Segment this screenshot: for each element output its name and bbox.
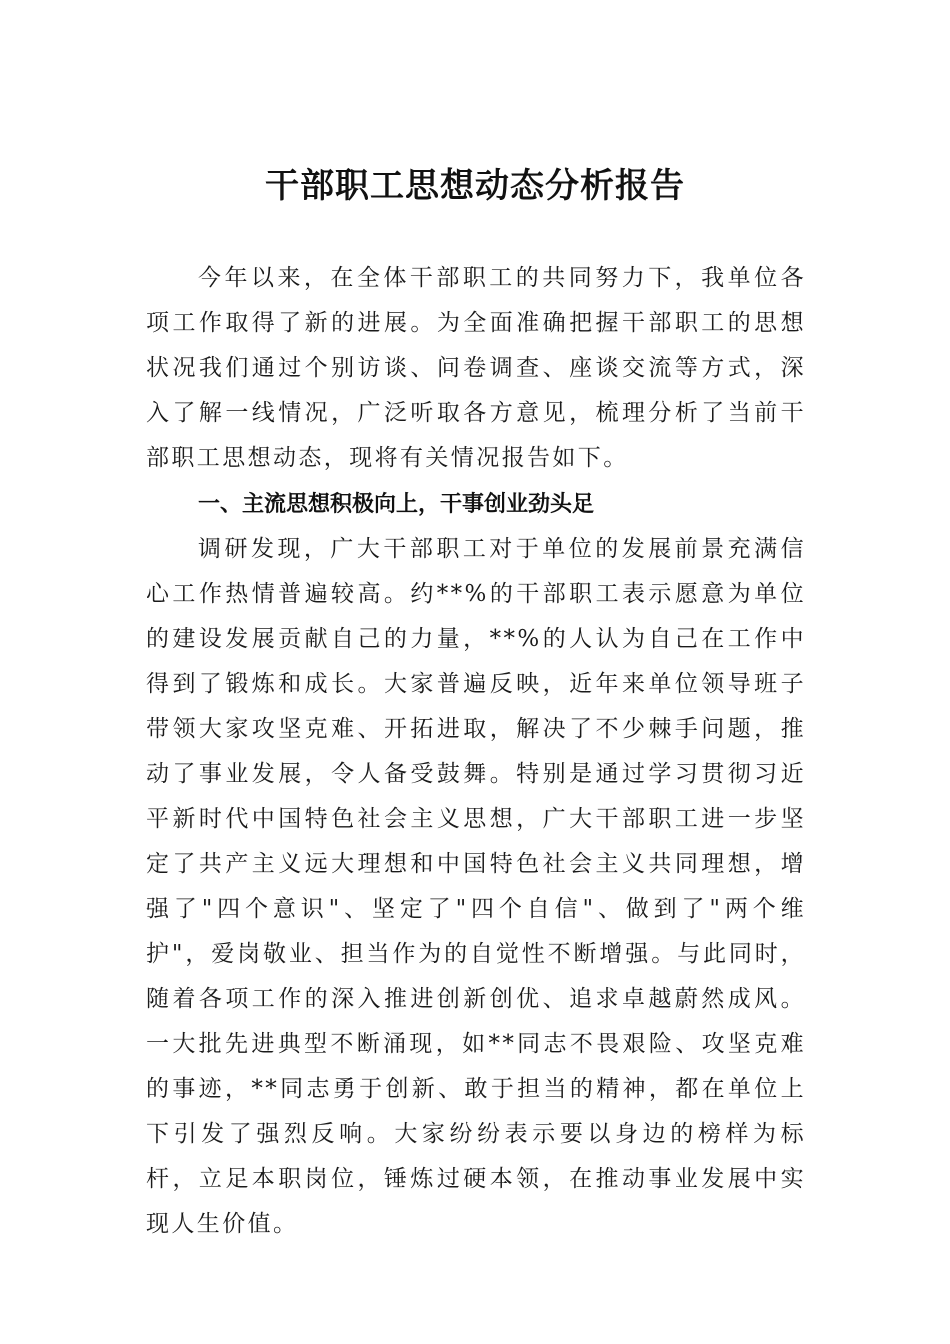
section-paragraph: 调研发现，广大干部职工对于单位的发展前景充满信心工作热情普遍较高。约**%的干部职工表示愿意为单位的建设发展贡献自己的力量，**%的人认为自己在工作中得到了锻炼和成长。大家普遍反映，近年来单位领导班子带领大家攻坚克难、开拓进取，解决了不少棘手问题，推动了事业发展，令人备受鼓舞。特别是通过学习贯彻习近平新时代中国特色社会主义思想，广大干部职工进一步坚定了共产主义远大理想和中国特色社会主义共同理想，增强了"四个意识"、坚定了"四个自信"、做到了"两个维护"，爱岗敬业、担当作为的自觉性不断增强。与此同时，随着各项工作的深入推进创新创优、追求卓越蔚然成风。一大批先进典型不断涌现，如**同志不畏艰险、攻坚克难的事迹，**同志勇于创新、敢于担当的精神，都在单位上下引发了强烈反响。大家纷纷表示要以身边的榜样为标杆，立足本职岗位，锤炼过硬本领，在推动事业发展中实现人生价值。	[146, 536, 806, 1237]
intro-paragraph: 今年以来，在全体干部职工的共同努力下，我单位各项工作取得了新的进展。为全面准确把握干部职工的思想状况我们通过个别访谈、问卷调查、座谈交流等方式，深入了解一线情况，广泛听取各方意见，梳理分析了当前干部职工思想动态，现将有关情况报告如下。	[146, 265, 806, 471]
section-heading: 一、主流思想积极向上，干事创业劲头足	[198, 492, 595, 517]
document-title: 干部职工思想动态分析报告	[265, 166, 685, 206]
